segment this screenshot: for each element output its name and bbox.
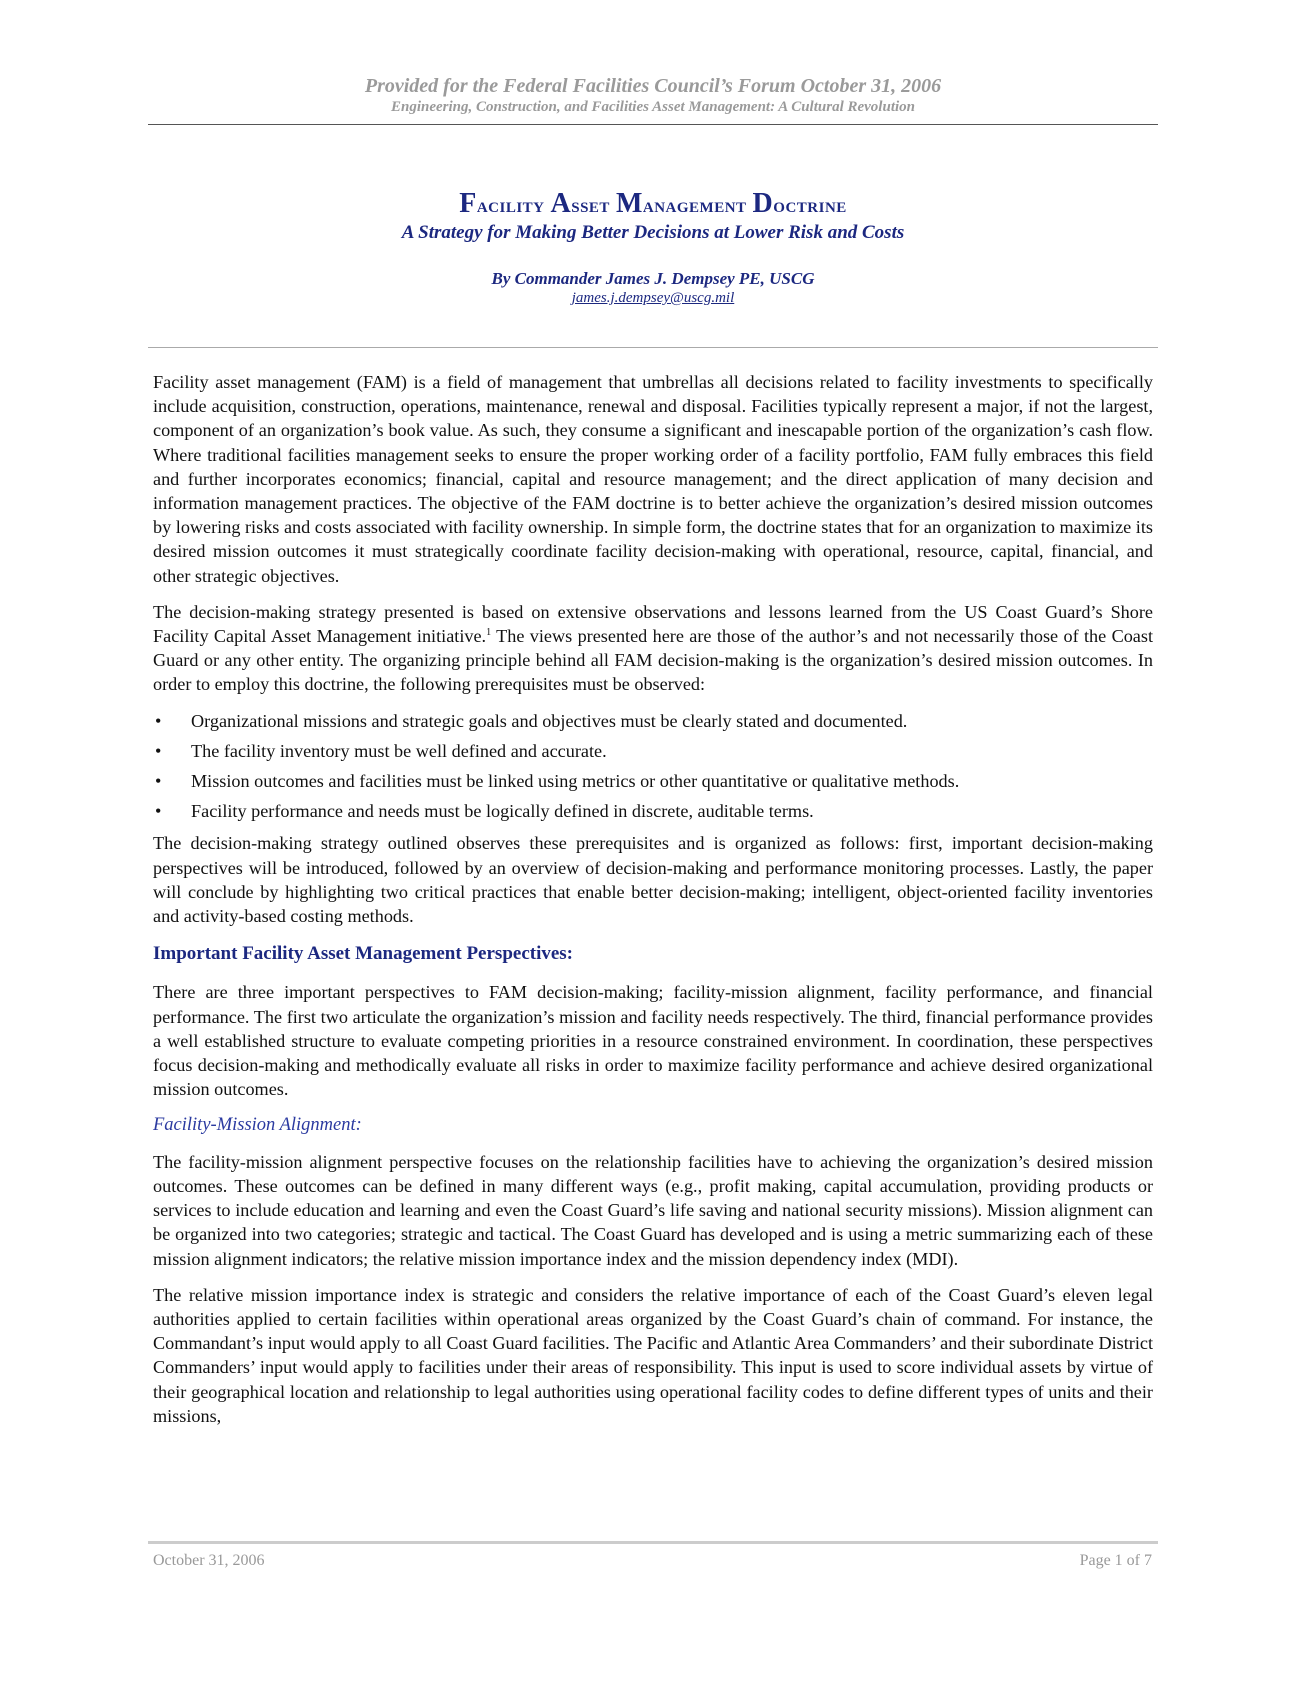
list-item-text: Facility performance and needs must be logically defined in discrete, auditable terms. [191, 801, 814, 822]
paragraph-mission-importance: The relative mission importance index is strategic and considers the relative importance of each of the Coast Guard’s eleven legal authorities applied to certain facilities within operational areas organized by the Coast Guard’s chain of command. For instance, the Commandant’s input would apply to all Coast Guard facilities. The Pacific and Atlantic Area Commanders’ and their subordinate District Commanders’ input would apply to facilities under their areas of responsibility. This input is used to score individual assets by virtue of their geographical location and relationship to legal authorities using operational facility codes to define different types of units and their missions, [153, 1284, 1153, 1426]
document-title-text: Facility Asset Management Doctrine [459, 188, 847, 219]
header-forum-line: Provided for the Federal Facilities Council’s Forum October 31, 2006 [364, 75, 942, 97]
bullet-icon: • [155, 801, 162, 822]
list-item [153, 709, 1153, 733]
bullet-icon: • [155, 740, 162, 761]
list-item-text: The facility inventory must be well defined and accurate. [191, 740, 607, 761]
list-item-text: Mission outcomes and facilities must be linked using metrics or other quantitative or qualitative methods. [191, 771, 960, 792]
paragraph-perspectives: There are three important perspectives to FAM decision-making; facility-mission alignment, facility performance, and financial performance. The first two articulate the organization’s mission and facility needs respectively. The third, financial performance provides a well established structure to evaluate competing priorities in a resource constrained environment. In coordination, these perspectives focus decision-making and methodically evaluate all risks in order to maximize facility performance and achieve desired organizational mission outcomes. [153, 982, 1153, 1100]
bullet-icon: • [155, 710, 162, 731]
list-item [153, 799, 1153, 823]
subsection-heading-alignment: Facility-Mission Alignment: [153, 1115, 362, 1136]
list-item-text: Organizational missions and strategic goals and objectives must be clearly stated and documented. [191, 710, 908, 731]
section-heading-perspectives: Important Facility Asset Management Perspectives: [153, 943, 574, 965]
paragraph-alignment: The facility-mission alignment perspective focuses on the relationship facilities have to achieving the organization’s desired mission outcomes. These outcomes can be defined in many different ways (e.g., profit making, capital accumulation, providing products or services to include education and learning and even the Coast Guard’s life saving and national security missions). Mission alignment can be organized into two categories; strategic and tactical. The Coast Guard has developed and is using a metric summarizing each of these mission alignment indicators; the relative mission importance index and the mission dependency index (MDI). [153, 1151, 1153, 1269]
paragraph-organization: The decision-making strategy outlined observes these prerequisites and is organized as follows: first, important decision-making perspectives will be introduced, followed by an overview of decision-making and performance monitoring processes. Lastly, the paper will conclude by highlighting two critical practices that enable better decision-making; intelligent, object-oriented facility inventories and activity-based costing methods. [153, 833, 1153, 927]
list-item [153, 769, 1153, 793]
footer-page-number: Page 1 of 7 [1079, 1552, 1152, 1569]
paragraph-strategy-part1: The decision-making strategy presented is based on extensive observations and lessons learned from the US Coast Guard’s Shore Facility Capital Asset Management initiative. [153, 601, 1153, 647]
header-subtitle-line: Engineering, Construction, and Facilities Asset Management: A Cultural Revolution [391, 99, 915, 115]
document-subtitle: A Strategy for Making Better Decisions at Lower Risk and Costs [401, 222, 905, 243]
paragraph-strategy-part2: The views presented here are those of the author’s and not necessarily those of the Coast Guard or any other entity. The organizing principle behind all FAM decision-making is the organization’s desired mission outcomes. In order to employ this doctrine, the following prerequisites must be observed: [153, 626, 1153, 695]
page-header [148, 74, 1158, 116]
title-divider [148, 347, 1158, 348]
footer-divider [148, 1541, 1158, 1544]
document-body [153, 370, 1153, 1440]
author-email-link[interactable]: james.j.dempsey@uscg.mil [571, 290, 735, 306]
title-block [148, 190, 1158, 307]
paragraph-strategy [153, 600, 1153, 697]
prerequisite-list [153, 709, 1153, 824]
document-title [148, 190, 1158, 219]
footer-date: October 31, 2006 [153, 1552, 265, 1569]
header-divider [148, 124, 1158, 125]
footnote-marker[interactable]: 1 [486, 626, 492, 638]
list-item [153, 739, 1153, 763]
bullet-icon: • [155, 771, 162, 792]
paragraph-intro: Facility asset management (FAM) is a field of management that umbrellas all decisions related to facility investments to specifically include acquisition, construction, operations, maintenance, renewal and disposal. Facilities typically represent a major, if not the largest, component of an organization’s book value. As such, they consume a significant and inescapable portion of the organization’s cash flow. Where traditional facilities management seeks to ensure the proper working order of a facility portfolio, FAM fully embraces this field and further incorporates economics; financial, capital and resource management; and the direct application of many decision and information management practices. The objective of the FAM doctrine is to better achieve the organization’s desired mission outcomes by lowering risks and costs associated with facility ownership. In simple form, the doctrine states that for an organization to maximize its desired mission outcomes it must strategically coordinate facility decision-making with operational, resource, capital, financial, and other strategic objectives. [153, 372, 1153, 586]
author-byline: By Commander James J. Dempsey PE, USCG [491, 269, 815, 288]
